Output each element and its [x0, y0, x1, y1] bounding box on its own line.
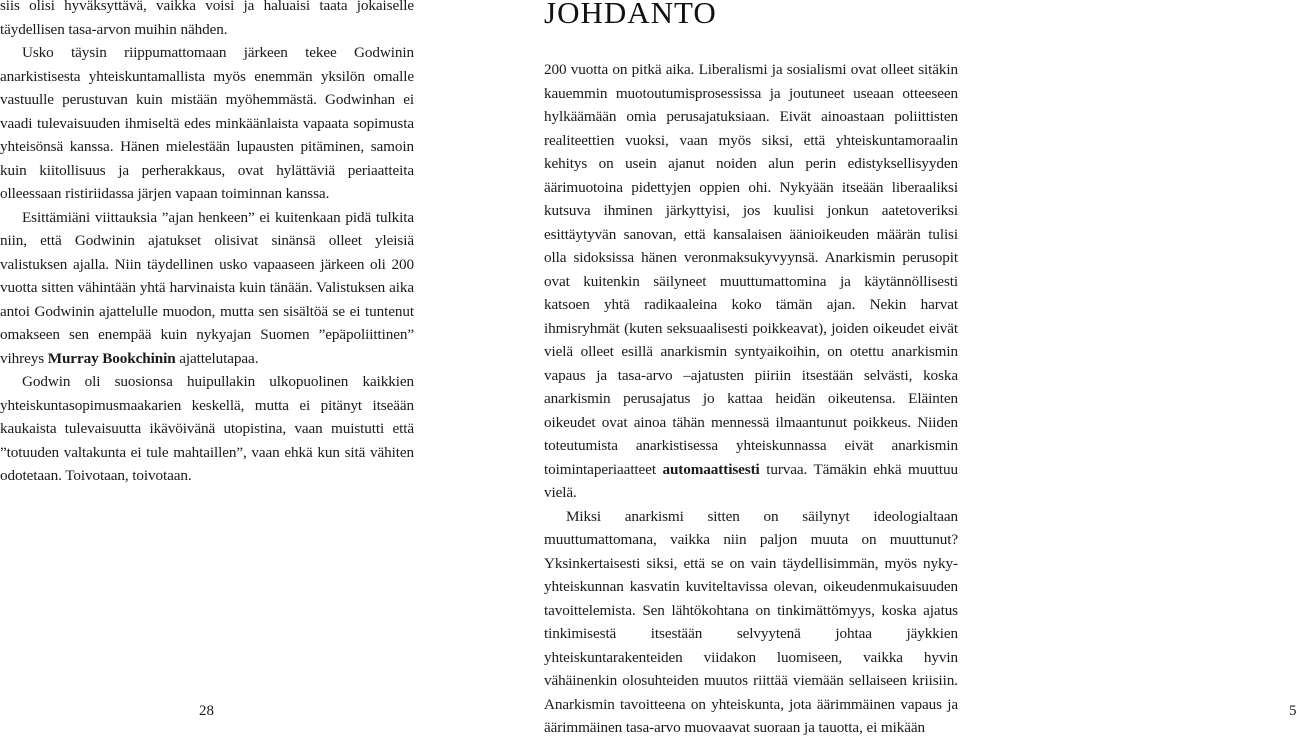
page-number-left: 28: [199, 703, 214, 719]
intro-paragraph-1: [544, 58, 958, 505]
intro-paragraph-2: Miksi anarkismi sitten on säilynyt ideologialtaan muuttumattomana, vaikka niin paljon muuta on muuttunut? Yksinkertaisesti siksi, että se on vain täydellisimmän, myös nyky-yhteiskunnan kasvatin kuviteltavissa olevan, oikeudenmukaisuuden tavoittelemista. Sen lähtökohtana on tinkimättömyys, koska ajatus tinkimisestä itsestään selvyytenä johtaa jäykkien yhteiskuntarakenteiden viidakon luomiseen, vaikka hyvin vähäinenkin olosuhteiden muutos riittää viemään sellaiseen kriisiin. Anarkismin tavoitteena on yhteiskunta, jota äärimmäinen vapaus ja äärimmäinen tasa-arvo muovaavat suoraan ja tauotta, ei mikään: [544, 507, 958, 736]
paragraph-2: Usko täysin riippumattomaan järkeen tekee Godwinin anarkistisesta yhteiskuntamallista myös enemmän yksilön omalle vastuulle perustuvan kuin mistään myöhemmästä. Godwinhan ei vaadi tulevaisuuden ihmiseltä edes minkäänlaista vapaata sopimusta yhteisönsä kanssa. Hänen mielestään lupausten pitäminen, samoin kuin kiitollisuus ja perherakkaus, ovat hylättäviä periaatteita olleessaan ristiriidassa järjen vapaan toiminnan kanssa.: [0, 44, 414, 202]
paragraph-3-text-after: ajattelutapaa.: [175, 349, 259, 367]
left-page-body: [0, 0, 414, 488]
paragraph-1: siis olisi hyväksyttävä, vaikka voisi ja haluaisi taata jokaiselle täydellisen tasa-arvon muihin nähden.: [0, 0, 414, 38]
bold-word-automaattisesti: automaattisesti: [662, 460, 760, 478]
right-page: [544, 0, 1297, 736]
paragraph-3-text-before: Esittämiäni viittauksia ”ajan henkeen” ei kuitenkaan pidä tulkita niin, että Godwinin ajatukset olisivat sinänsä olleet yleisiä valistuksen ajalla. Niin täydellinen usko vapaaseen järkeen oli 200 vuotta sitten vähintään yhtä harvinaista kuin tänään. Valistuksen aika antoi Godwinin ajattelulle muodon, mutta sen sisältöä se ei tuntenut omakseen sen enempää kuin nykyajan Suomen ”epäpoliittinen” vihreys: [0, 208, 414, 367]
paragraph-3: [0, 206, 414, 371]
right-page-body: [544, 58, 958, 740]
left-page: [0, 0, 414, 720]
page-number-right: 5: [1289, 703, 1297, 719]
intro-paragraph-1-text-before: 200 vuotta on pitkä aika. Liberalismi ja sosialismi ovat olleet sitäkin kauemmin muotoutumisprosessissa ja joutuneet useaan otteeseen hylkäämään omia perusajatuksiaan. Eivät ainoastaan poliittisten realiteettien vuoksi, vaan myös siksi, että yhteiskuntamoraalin kehitys on usein ajanut noiden alun perin edistyksellisyyden äärimuotoina pidettyjen oppien ohi. Nykyään itseään liberaaliksi kutsuva ihminen järkyttyisi, jos kuulisi jonkun aatetoveriksi esittäytyvän sanovan, että kansalaisen äänioikeuden määrän tulisi olla sidoksissa hänen veronmaksukyvyynsä. Anarkismin perusopit ovat kuitenkin säilyneet muuttumattomina ja käytännöllisesti katsoen yhtä radikaaleina koko tämän ajan. Nekin harvat ihmisryhmät (kuten seksuaalisesti poikkeavat), joiden oikeudet eivät vielä olleet esillä anarkismin syntyaikoihin, on otettu anarkismin vapaus ja tasa-arvo –ajatusten piiriin itsestään selvästi, koska anarkismin perusajatus jo kattaa heidän oikeutensa. Eläinten oikeudet ovat ainoa tähän mennessä ilmaantunut poikkeus. Niiden toteutumista anarkistisessa yhteiskunnassa eivät anarkismin toimintaperiaatteet: [544, 61, 958, 478]
bold-name-murray-bookchin: Murray Bookchinin: [47, 349, 176, 367]
chapter-title: JOHDANTO: [544, 0, 717, 30]
intro-paragraph-1-text-after: turvaa. Tämäkin ehkä muuttuu vielä.: [544, 460, 958, 501]
paragraph-4: Godwin oli suosionsa huipullakin ulkopuolinen kaikkien yhteiskuntasopimusmaakarien keskellä, mutta ei pitänyt itseään kaukaista tulevaisuutta ikävöivänä utopistina, vaan muistutti että ”totuuden valtakunta ei tule mahtaillen”, vaan ehkä kun sitä vähiten odotetaan. Toivotaan, toivotaan.: [0, 373, 414, 484]
